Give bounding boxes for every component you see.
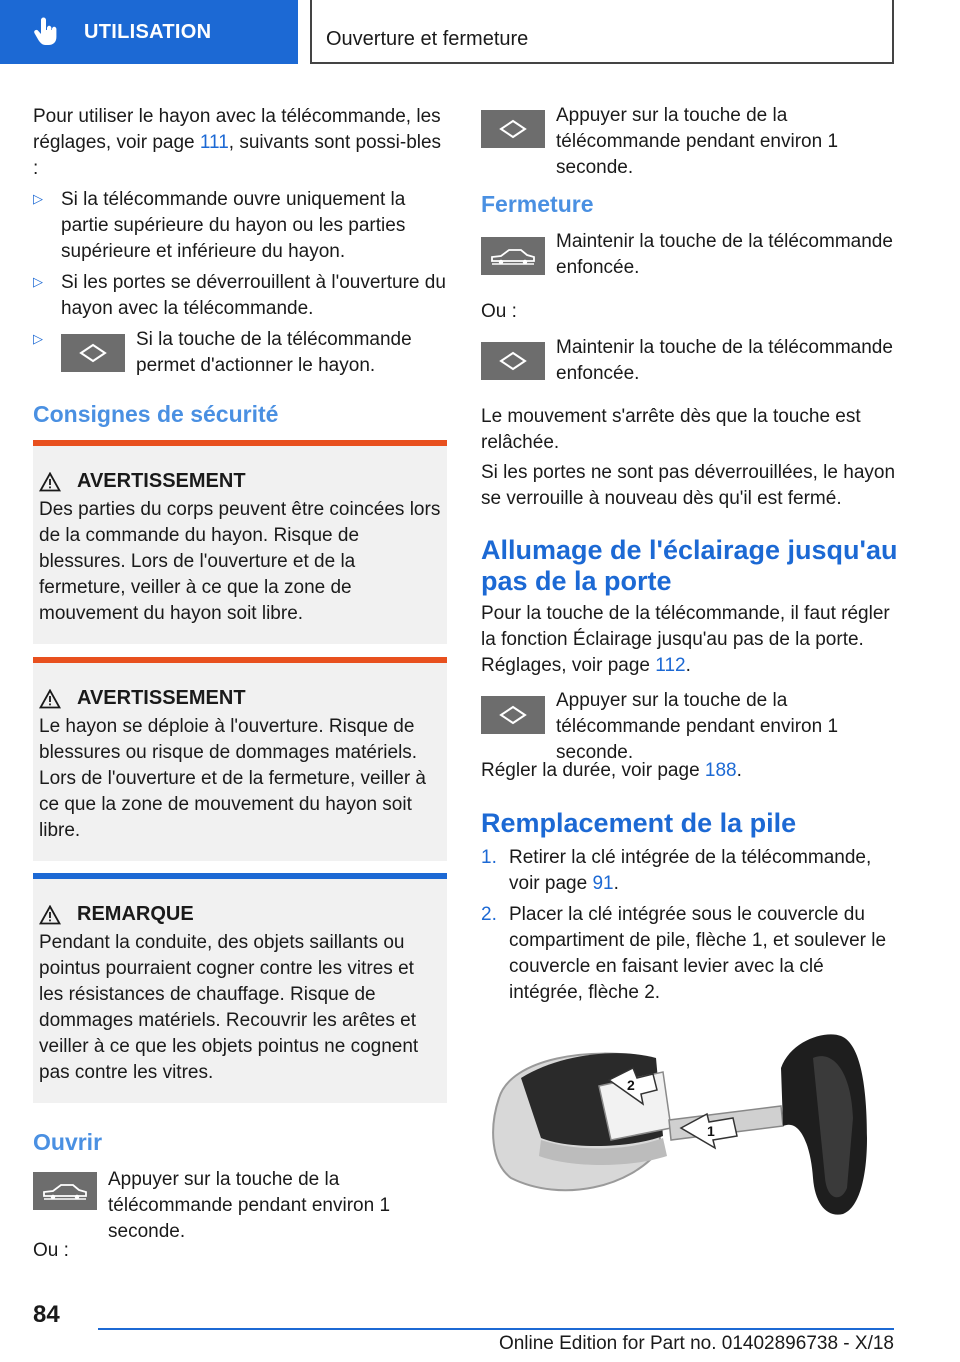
section-heading: Fermeture: [481, 191, 594, 217]
section-heading: Remplacement de la pile: [481, 808, 797, 838]
key-instruction: Appuyer sur la touche de la télécommande pendant environ 1 seconde.: [481, 103, 897, 181]
page-link[interactable]: 112: [655, 655, 686, 676]
notice-box: [33, 873, 447, 1103]
section-heading: Allumage de l'éclairage jusqu'au pas de la porte: [481, 535, 898, 596]
diamond-icon: [498, 704, 528, 726]
warning-text: Le hayon se déploie à l'ouverture. Risque de blessures ou risque de dommages matériels. Lors de l'ouverture et de la fermeture, veiller à ce que la zone de mouvement du hayon soit libre.: [39, 716, 426, 841]
page-number: 84: [33, 1301, 60, 1328]
remote-key-tailgate-symbol: [481, 696, 545, 734]
warning-triangle-icon: [39, 472, 61, 492]
triangle-bullet-icon: ▷: [33, 331, 43, 346]
warning-triangle-icon: [39, 689, 61, 709]
diamond-icon: [498, 350, 528, 372]
or-text: Ou :: [33, 1240, 69, 1261]
remote-key-car-symbol: [33, 1172, 97, 1210]
intro-paragraph: Pour utiliser le hayon avec la télécommande, les réglages, voir page 111, suivants sont possi-bles :: [33, 106, 442, 179]
list-item: 1. Retirer la clé intégrée de la télécommande, voir page 91.: [481, 847, 872, 894]
remote-key-tailgate-symbol: [61, 334, 125, 372]
warning-box: [33, 440, 447, 644]
remote-key-tailgate-symbol: [481, 342, 545, 380]
section-heading: Consignes de sécurité: [33, 401, 279, 427]
paragraph: Régler la durée, voir page 188.: [481, 760, 742, 781]
triangle-bullet-icon: ▷: [33, 191, 43, 206]
key-instruction: Appuyer sur la touche de la télécommande pendant environ 1 seconde.: [33, 1167, 449, 1245]
page-title: Ouverture et fermeture: [326, 28, 529, 50]
list-item: ▷ Si la télécommande ouvre uniquement la partie supérieure du hayon ou les parties supérieure et inférieure du hayon.: [33, 187, 449, 265]
remote-key-tailgate-symbol: [481, 110, 545, 148]
car-tailgate-icon: [489, 245, 537, 267]
diamond-icon: [498, 118, 528, 140]
warning-label: AVERTISSEMENT: [77, 687, 246, 709]
key-battery-figure: [481, 1028, 893, 1222]
section-heading: Ouvrir: [33, 1129, 103, 1155]
warning-text: Des parties du corps peuvent être coincées lors de la commande du hayon. Risque de blessures. Lors de l'ouverture et de la fermeture, veiller à ce que la zone de mouvement du hayon soit libre.: [39, 499, 441, 624]
or-text: Ou :: [481, 301, 517, 322]
triangle-bullet-icon: ▷: [33, 274, 43, 289]
list-item: ▷ Si les portes se déverrouillent à l'ouverture du hayon avec la télécommande.: [33, 270, 449, 322]
warning-label: AVERTISSEMENT: [77, 470, 246, 492]
list-item: 2. Placer la clé intégrée sous le couvercle du compartiment de pile, flèche 1, et soulever le couvercle en faisant levier avec la clé intégrée, flèche 2.: [481, 904, 887, 1003]
notice-text: Pendant la conduite, des objets saillants ou pointus pourraient cogner contre les vitres et les résistances de chauffage. Risque de dommages matériels. Recouvrir les arêtes et veiller à ce que les objets pointus ne cognent pas contre les vitres.: [39, 932, 419, 1083]
car-tailgate-icon: [41, 1180, 89, 1202]
page-link[interactable]: 91: [592, 873, 614, 894]
warning-box: [33, 657, 447, 861]
hand-pointer-icon: [30, 16, 62, 48]
key-instruction: Maintenir la touche de la télécommande enfoncée.: [481, 335, 897, 387]
diamond-icon: [78, 342, 108, 364]
footer-divider: [98, 1328, 894, 1330]
paragraph: Pour la touche de la télécommande, il faut régler la fonction Éclairage jusqu'au pas de la porte. Réglages, voir page 112.: [481, 603, 890, 676]
paragraph: Le mouvement s'arrête dès que la touche est relâchée.: [481, 406, 861, 453]
key-instruction: Appuyer sur la touche de la télécommande pendant environ 1 seconde.: [481, 688, 897, 766]
arrow-1-label: 1: [707, 1123, 715, 1139]
remote-key-car-symbol: [481, 237, 545, 275]
page-link[interactable]: 188: [704, 760, 737, 781]
page-link[interactable]: 111: [199, 132, 229, 153]
arrow-2-label: 2: [627, 1077, 635, 1093]
footer-edition: Online Edition for Part no. 01402896738 - X/18: [498, 1333, 894, 1354]
warning-triangle-icon: [39, 905, 61, 925]
section-label: UTILISATION: [84, 20, 212, 43]
key-instruction: Maintenir la touche de la télécommande enfoncée.: [481, 229, 897, 281]
notice-label: REMARQUE: [77, 903, 194, 925]
paragraph: Si les portes ne sont pas déverrouillées, le hayon se verrouille à nouveau dès qu'il est fermé.: [481, 462, 896, 509]
section-tab: [0, 0, 298, 64]
list-item: ▷ Si la touche de la télécommande permet d'actionner le hayon.: [33, 327, 449, 379]
